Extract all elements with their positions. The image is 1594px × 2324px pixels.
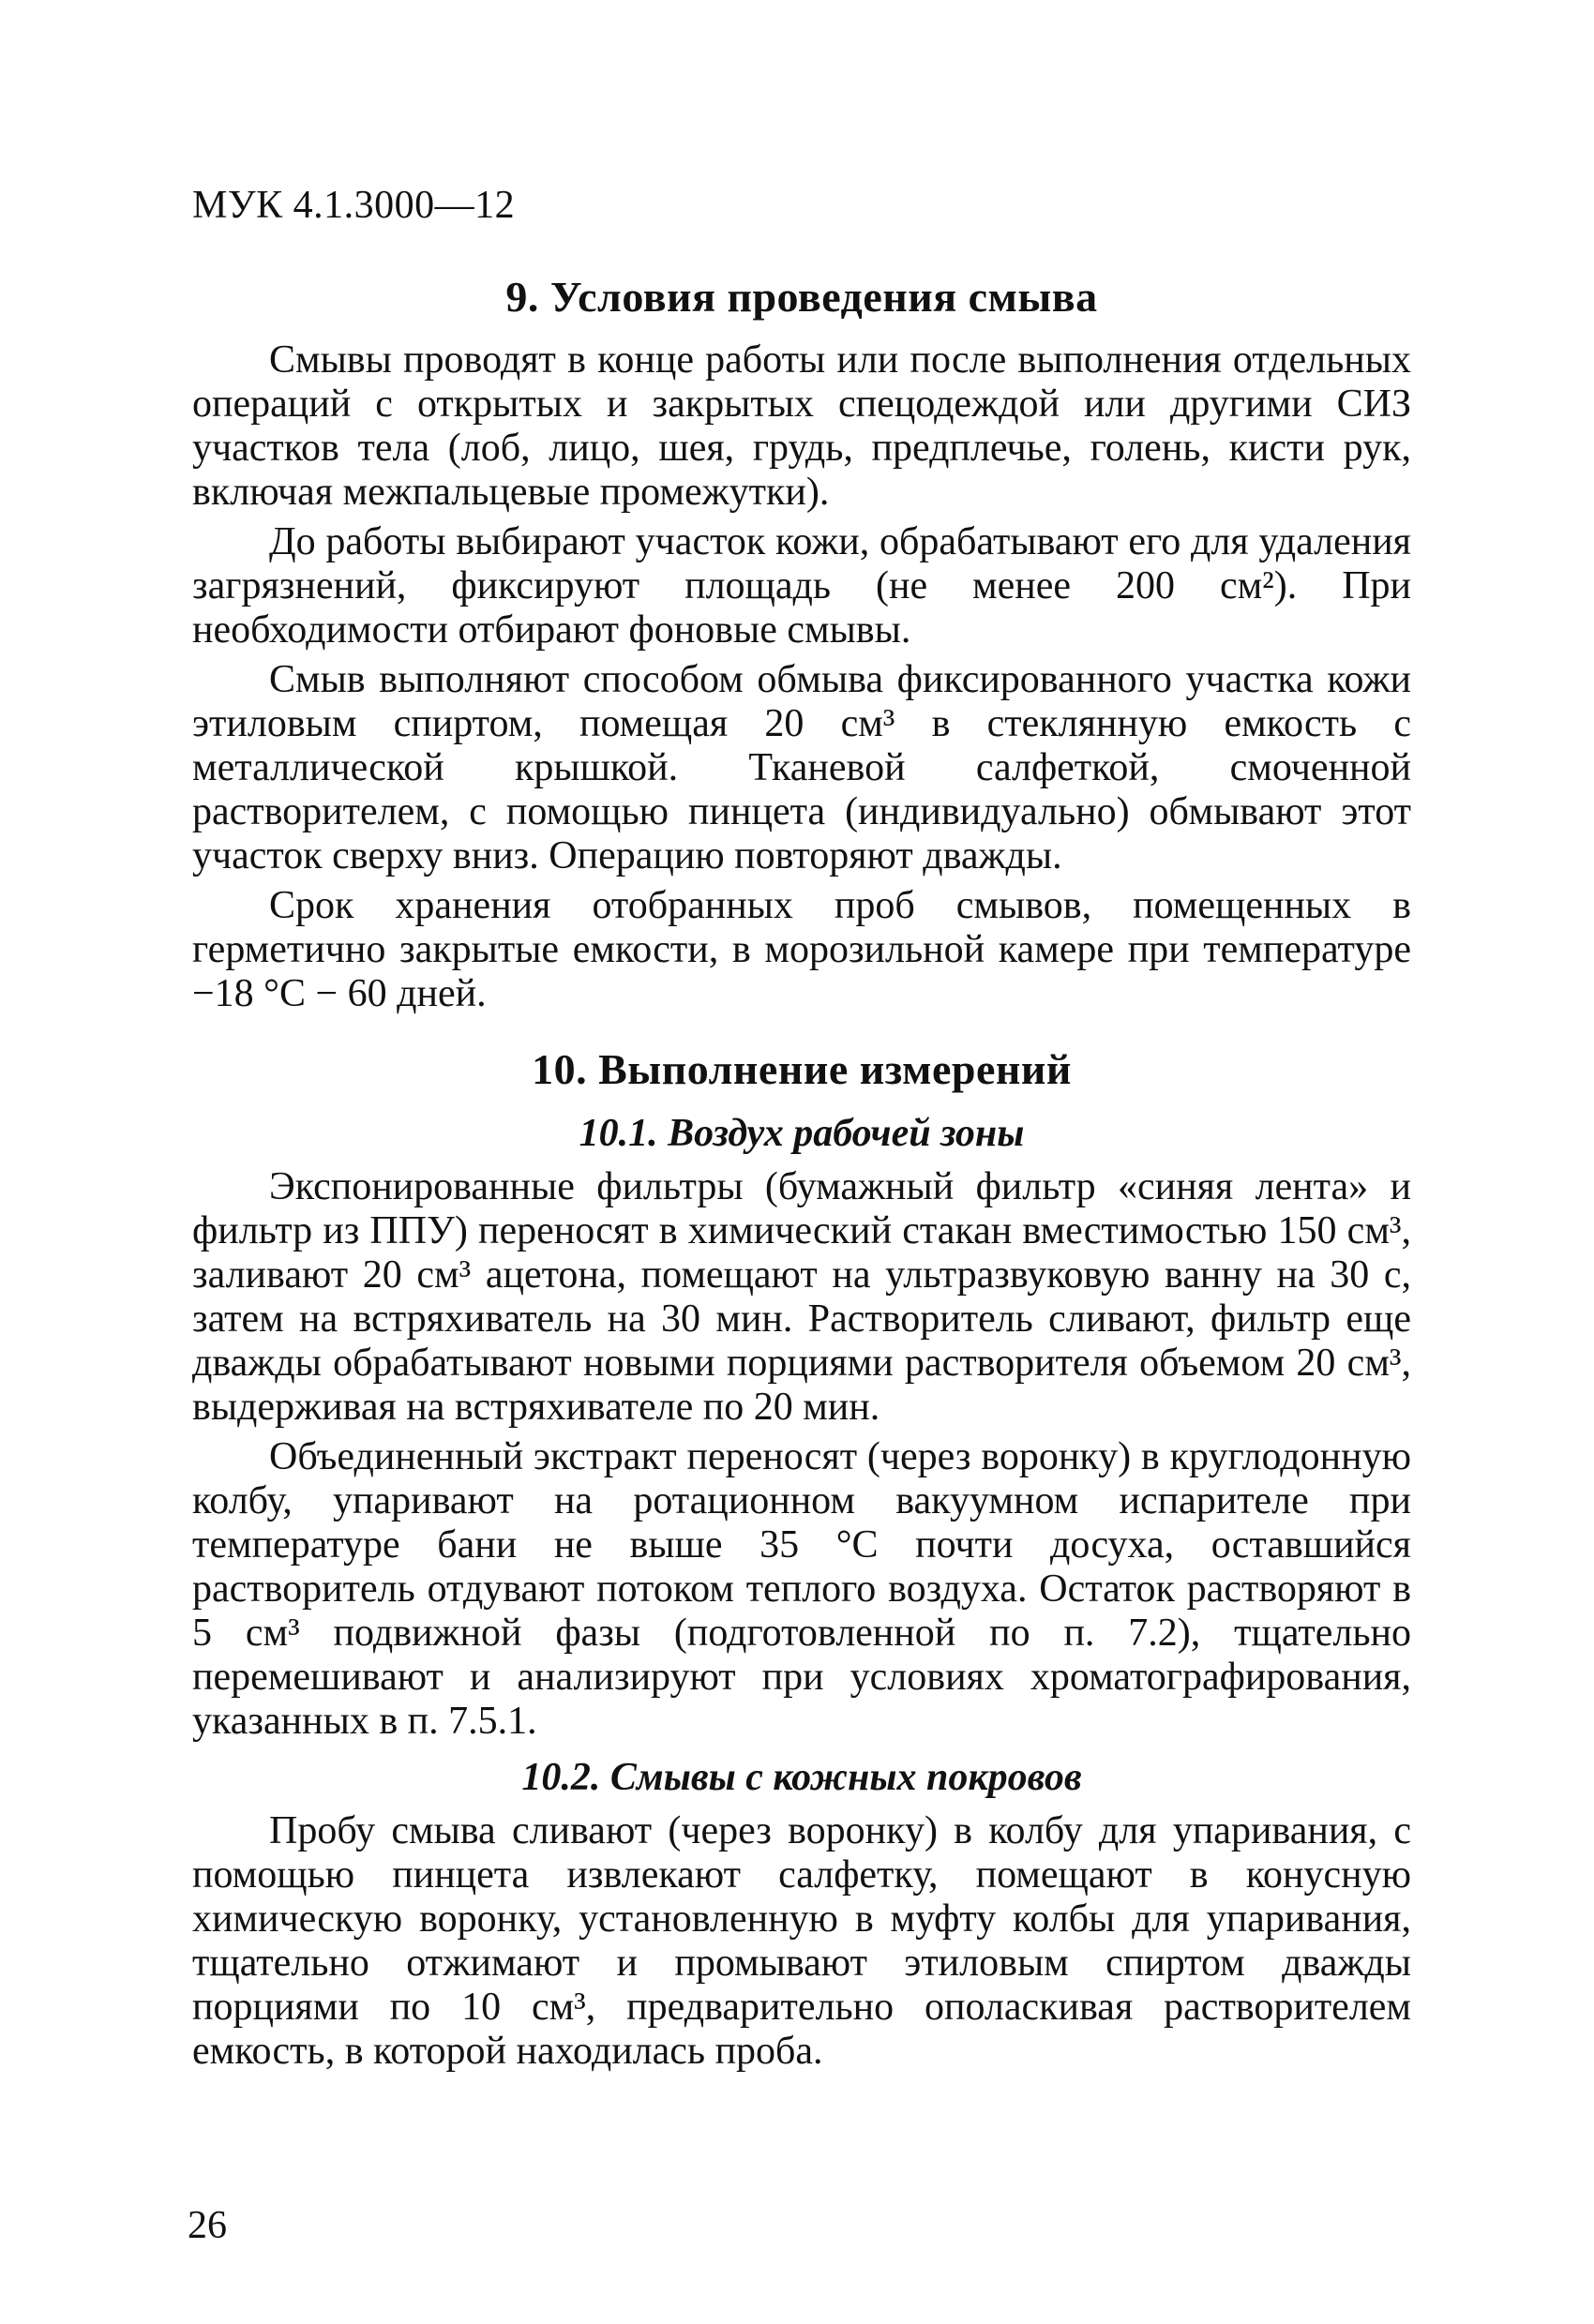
section-9-paragraph: Смыв выполняют способом обмыва фиксированного участка кожи этиловым спиртом, помещая 20 см³ в стеклянную емкость с металлической крышкой. Тканевой салфеткой, смоченной растворителем, с помощью пинцета (индивидуально) обмывают этот участок сверху вниз. Операцию повторяют дважды. — [192, 658, 1411, 877]
subsection-10-1-title: 10.1. Воздух рабочей зоны — [579, 1112, 1025, 1155]
subsection-10-1-paragraph: Экспонированные фильтры (бумажный фильтр «синяя лента» и фильтр из ППУ) переносят в химический стакан вместимостью 150 см³, заливают 20 см³ ацетона, помещают на ультразвуковую ванну на 30 с, затем на встряхиватель на 30 мин. Растворитель сливают, фильтр еще дважды обрабатывают новыми порциями растворителя объемом 20 см³, выдерживая на встряхивателе по 20 мин. — [192, 1165, 1411, 1429]
section-9-paragraph: До работы выбирают участок кожи, обрабатывают его для удаления загрязнений, фиксируют площадь (не менее 200 см²). При необходимости отбирают фоновые смывы. — [192, 520, 1411, 652]
running-head: МУК 4.1.3000—12 — [192, 184, 516, 227]
subsection-10-2-paragraph: Пробу смыва сливают (через воронку) в колбу для упаривания, с помощью пинцета извлекают салфетку, помещают в конусную химическую воронку, установленную в муфту колбы для упаривания, тщательно отжимают и промывают этиловым спиртом дважды порциями по 10 см³, предварительно ополаскивая растворителем емкость, в которой находилась проба. — [192, 1809, 1411, 2073]
section-10 — [192, 1044, 1411, 2074]
section-9-title: 9. Условия проведения смыва — [505, 273, 1098, 321]
section-9 — [192, 272, 1411, 1016]
section-9-paragraph: Срок хранения отобранных проб смывов, помещенных в герметично закрытые емкости, в морозильной камере при температуре −18 °С − 60 дней. — [192, 884, 1411, 1015]
section-10-title: 10. Выполнение измерений — [532, 1045, 1072, 1093]
section-9-paragraph: Смывы проводят в конце работы или после выполнения отдельных операций с открытых и закрытых спецодеждой или другими СИЗ участков тела (лоб, лицо, шея, грудь, предплечье, голень, кисти рук, включая межпальцевые промежутки). — [192, 338, 1411, 514]
page-number: 26 — [188, 2204, 227, 2247]
subsection-10-1-paragraph: Объединенный экстракт переносят (через воронку) в круглодонную колбу, упаривают на ротационном вакуумном испарителе при температуре бани не выше 35 °С почти досуха, оставшийся растворитель отдувают потоком теплого воздуха. Остаток растворяют в 5 см³ подвижной фазы (подготовленной по п. 7.2), тщательно перемешивают и анализируют при условиях хроматографирования, указанных в п. 7.5.1. — [192, 1435, 1411, 1743]
subsection-10-2-title: 10.2. Смывы с кожных покровов — [521, 1756, 1082, 1799]
page-content — [192, 272, 1411, 2102]
